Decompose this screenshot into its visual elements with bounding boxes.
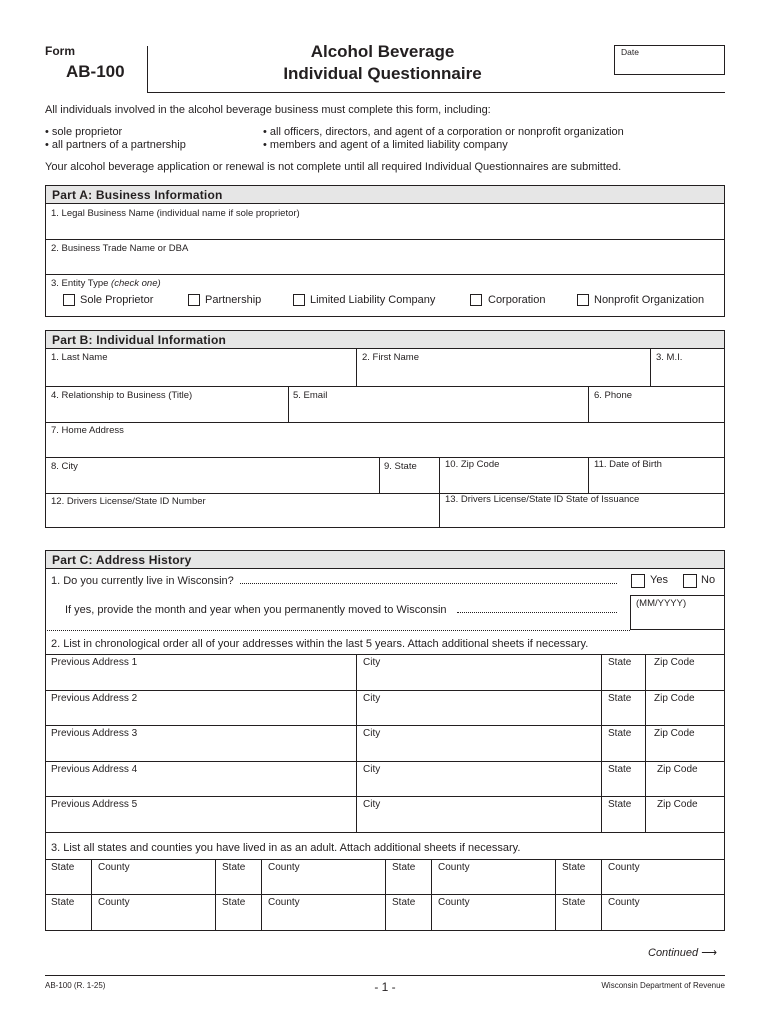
previous-address-field[interactable] — [45, 655, 356, 691]
home-address-label: 7. Home Address — [51, 425, 124, 436]
sole-proprietor-checkbox[interactable] — [63, 294, 75, 306]
relationship-label: 4. Relationship to Business (Title) — [51, 390, 193, 401]
adult-county-field[interactable] — [601, 895, 725, 930]
trade-name-field[interactable] — [46, 240, 724, 274]
sole-proprietor-label: Sole Proprietor — [80, 294, 154, 306]
corporation-checkbox[interactable] — [470, 294, 482, 306]
previous-state-label: State — [608, 728, 632, 739]
partnership-checkbox[interactable] — [188, 294, 200, 306]
previous-zip-field[interactable] — [645, 797, 725, 833]
q1-dotted-rule — [45, 630, 630, 631]
previous-city-field[interactable] — [356, 691, 601, 727]
moved-date-field[interactable] — [630, 595, 725, 630]
divider — [45, 832, 725, 833]
home-address-field[interactable] — [46, 423, 724, 457]
adult-state-label: State — [392, 862, 416, 873]
adult-county-label: County — [438, 862, 470, 873]
header-rule — [147, 92, 725, 93]
previous-state-label: State — [608, 799, 632, 810]
address-row — [45, 762, 725, 798]
address-row — [45, 655, 725, 691]
previous-address-label: Previous Address 2 — [51, 692, 138, 704]
adult-state-field[interactable] — [215, 895, 261, 930]
dl-state-field[interactable] — [440, 494, 724, 527]
mmyyyy-label: (MM/YYYY) — [636, 598, 687, 609]
adult-state-label: State — [562, 862, 586, 873]
email-field[interactable] — [289, 387, 588, 422]
previous-city-field[interactable] — [356, 762, 601, 798]
nonprofit-label: Nonprofit Organization — [594, 294, 705, 306]
yes-checkbox[interactable] — [631, 574, 645, 588]
department-name: Wisconsin Department of Revenue — [601, 981, 725, 990]
leader-dots — [457, 612, 617, 613]
footer-rule — [45, 975, 725, 976]
phone-label: 6. Phone — [594, 390, 633, 401]
state-county-row — [45, 895, 725, 930]
adult-county-label: County — [608, 897, 640, 908]
previous-city-field[interactable] — [356, 655, 601, 691]
no-checkbox[interactable] — [683, 574, 697, 588]
previous-zip-label: Zip Code — [657, 799, 698, 810]
adult-county-field[interactable] — [91, 895, 215, 930]
bullet-members: • members and agent of a limited liability company — [263, 139, 508, 151]
dl-number-field[interactable] — [46, 494, 439, 527]
adult-county-label: County — [98, 862, 130, 873]
state-label: 9. State — [384, 461, 417, 472]
state-field[interactable] — [380, 458, 439, 493]
part-b-title: Part B: Individual Information — [52, 333, 227, 347]
adult-state-field[interactable] — [215, 860, 261, 895]
mi-label: 3. M.I. — [656, 352, 683, 363]
form-revision: AB-100 (R. 1-25) — [45, 981, 106, 990]
states-counties-instruction: 3. List all states and counties you have lived in as an adult. Attach additional sheets if necessary. — [51, 842, 521, 854]
adult-county-field[interactable] — [91, 860, 215, 895]
adult-county-label: County — [268, 862, 300, 873]
adult-state-field[interactable] — [555, 895, 601, 930]
previous-city-field[interactable] — [356, 726, 601, 762]
adult-state-label: State — [562, 897, 586, 908]
adult-state-field[interactable] — [45, 860, 91, 895]
previous-state-label: State — [608, 657, 632, 668]
no-label: No — [701, 574, 716, 586]
dob-field[interactable] — [589, 458, 724, 493]
moved-to-wisconsin-question: If yes, provide the month and year when you permanently moved to Wisconsin — [65, 604, 621, 616]
previous-address-field[interactable] — [45, 762, 356, 798]
adult-state-field[interactable] — [45, 895, 91, 930]
form-title-line2: Individual Questionnaire — [283, 64, 482, 83]
adult-state-label: State — [51, 897, 75, 908]
adult-county-label: County — [268, 897, 300, 908]
adult-state-field[interactable] — [385, 860, 431, 895]
adult-state-field[interactable] — [385, 895, 431, 930]
previous-zip-field[interactable] — [645, 655, 725, 691]
previous-state-field[interactable] — [601, 797, 645, 833]
page-number: - 1 - — [374, 980, 396, 994]
previous-state-label: State — [608, 763, 632, 775]
previous-zip-label: Zip Code — [654, 728, 695, 739]
part-b-header — [45, 330, 725, 349]
previous-city-label: City — [363, 763, 381, 775]
part-a-title: Part A: Business Information — [52, 188, 223, 202]
date-field[interactable] — [614, 45, 725, 75]
partnership-label: Partnership — [205, 294, 262, 306]
phone-field[interactable] — [589, 387, 724, 422]
address-history-instruction: 2. List in chronological order all of your addresses within the last 5 years. Attach additional sheets if necessary. — [51, 638, 589, 650]
previous-zip-label: Zip Code — [654, 657, 695, 668]
llc-label: Limited Liability Company — [310, 294, 436, 306]
adult-county-label: County — [98, 897, 130, 908]
first-name-label: 2. First Name — [362, 352, 420, 363]
adult-state-label: State — [222, 862, 246, 873]
leader-dots — [240, 583, 617, 584]
address-row — [45, 691, 725, 727]
bullet-partners: • all partners of a partnership — [45, 139, 186, 151]
zip-field[interactable] — [440, 458, 588, 493]
previous-address-label: Previous Address 1 — [51, 657, 138, 668]
previous-zip-field[interactable] — [645, 726, 725, 762]
state-county-row — [45, 860, 725, 895]
corporation-label: Corporation — [488, 294, 546, 306]
adult-county-field[interactable] — [431, 860, 555, 895]
adult-county-field[interactable] — [601, 860, 725, 895]
form-title-line1: Alcohol Beverage — [310, 42, 455, 61]
previous-city-label: City — [363, 692, 381, 704]
first-name-field[interactable] — [357, 350, 650, 386]
previous-city-field[interactable] — [356, 797, 601, 833]
previous-address-label: Previous Address 4 — [51, 763, 138, 775]
right-arrow-icon: ⟶ — [701, 947, 717, 959]
form-word: Form — [45, 44, 75, 58]
part-c-title: Part C: Address History — [52, 553, 192, 567]
last-name-field[interactable] — [46, 350, 356, 386]
adult-state-label: State — [51, 862, 75, 873]
previous-address-label: Previous Address 5 — [51, 799, 138, 810]
address-row — [45, 726, 725, 762]
adult-county-field[interactable] — [261, 860, 385, 895]
date-label: Date — [621, 47, 639, 57]
previous-state-field[interactable] — [601, 691, 645, 727]
bullet-officers: • all officers, directors, and agent of a corporation or nonprofit organization — [263, 126, 624, 138]
continued-label: Continued ⟶ — [648, 947, 717, 959]
intro-note: Your alcohol beverage application or renewal is not complete until all required Individual Questionnaires are submitted. — [45, 161, 622, 173]
previous-zip-field[interactable] — [645, 691, 725, 727]
email-label: 5. Email — [293, 390, 328, 401]
intro-text: All individuals involved in the alcohol beverage business must complete this form, including: — [45, 104, 491, 116]
adult-state-label: State — [222, 897, 246, 908]
previous-address-field[interactable] — [45, 726, 356, 762]
dob-label: 11. Date of Birth — [594, 459, 662, 470]
city-field[interactable] — [46, 458, 379, 493]
previous-city-label: City — [363, 657, 381, 668]
last-name-label: 1. Last Name — [51, 352, 108, 363]
wisconsin-question: 1. Do you currently live in Wisconsin? — [51, 575, 621, 587]
previous-state-field[interactable] — [601, 726, 645, 762]
address-row — [45, 797, 725, 833]
city-label: 8. City — [51, 461, 78, 472]
previous-state-field[interactable] — [601, 655, 645, 691]
bullet-sole-proprietor: • sole proprietor — [45, 126, 123, 138]
adult-state-label: State — [392, 897, 416, 908]
divider — [45, 274, 725, 275]
previous-zip-label: Zip Code — [654, 692, 695, 704]
previous-city-label: City — [363, 728, 381, 739]
legal-business-name-field[interactable] — [46, 205, 724, 239]
part-a-header — [45, 185, 725, 204]
previous-zip-field[interactable] — [645, 762, 725, 798]
previous-city-label: City — [363, 799, 381, 810]
adult-county-label: County — [608, 862, 640, 873]
previous-state-field[interactable] — [601, 762, 645, 798]
adult-county-label: County — [438, 897, 470, 908]
legal-business-name-label: 1. Legal Business Name (individual name if sole proprietor) — [51, 208, 300, 219]
llc-checkbox[interactable] — [293, 294, 305, 306]
entity-type-label: 3. Entity Type (check one) — [51, 278, 161, 289]
previous-address-label: Previous Address 3 — [51, 728, 138, 739]
adult-state-field[interactable] — [555, 860, 601, 895]
part-c-header — [45, 550, 725, 569]
mi-field[interactable] — [651, 350, 724, 386]
zip-label: 10. Zip Code — [445, 459, 500, 470]
nonprofit-checkbox[interactable] — [577, 294, 589, 306]
dl-number-label: 12. Drivers License/State ID Number — [51, 496, 206, 507]
previous-state-label: State — [608, 692, 632, 704]
trade-name-label: 2. Business Trade Name or DBA — [51, 243, 189, 254]
previous-address-field[interactable] — [45, 797, 356, 833]
previous-zip-label: Zip Code — [657, 763, 698, 775]
adult-county-field[interactable] — [431, 895, 555, 930]
adult-county-field[interactable] — [261, 895, 385, 930]
yes-label: Yes — [650, 574, 668, 586]
previous-address-field[interactable] — [45, 691, 356, 727]
relationship-field[interactable] — [46, 387, 288, 422]
form-number: AB-100 — [66, 62, 125, 81]
header-divider — [147, 46, 148, 92]
dl-state-label: 13. Drivers License/State ID State of Issuance — [445, 494, 640, 505]
